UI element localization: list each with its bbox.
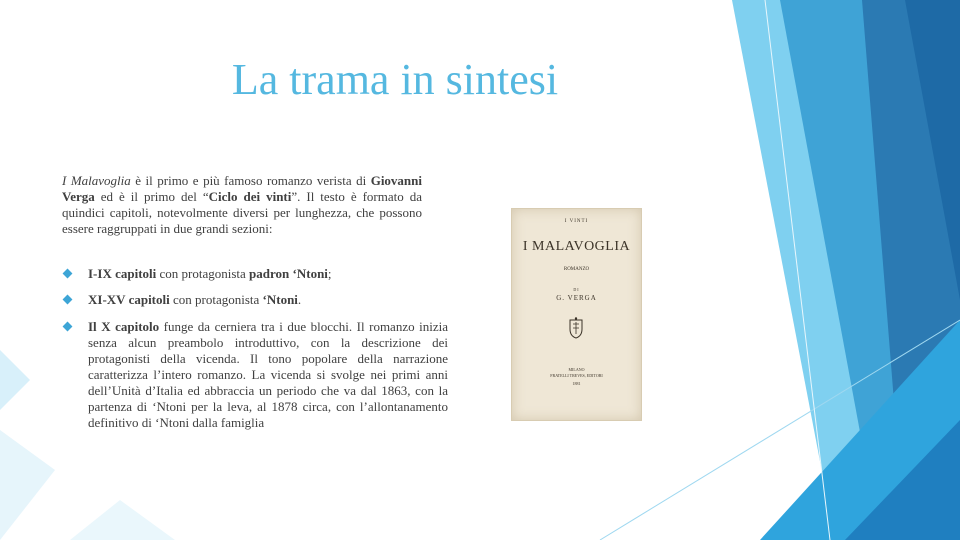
bullet-2-bold-1: XI-XV capitoli xyxy=(88,292,170,307)
diamond-bullet-icon xyxy=(63,295,73,305)
intro-text-3: ”. Il testo è formato da quindici capitoli, notevolmente diversi per lunghezza, che possono essere raggruppati in due grandi sezioni: xyxy=(62,189,422,236)
book-title: I MALAVOGLIA xyxy=(522,239,631,254)
bullet-1-bold-1: I-IX capitoli xyxy=(88,266,157,281)
bullet-2-text-1: con protagonista xyxy=(169,292,263,307)
bullet-1-bold-2: padron ‘Ntoni xyxy=(249,266,328,281)
crest-icon xyxy=(567,317,585,339)
author-name: Giovanni Verga xyxy=(62,173,422,204)
slide-title: La trama in sintesi xyxy=(231,55,559,104)
bullet-2-bold-2: ‘Ntoni xyxy=(262,292,298,307)
intro-text-2: ed è il primo del “ xyxy=(94,189,209,204)
bullet-1-text-2: ; xyxy=(327,266,332,281)
intro-text-1: è il primo e più famoso romanzo verista di xyxy=(130,173,371,188)
book-subtitle: ROMANZO xyxy=(563,267,590,272)
book-cover-image xyxy=(511,208,642,421)
book-by: DI xyxy=(573,287,580,292)
book-publisher: FRATELLI TREVES, EDITORI xyxy=(550,373,603,378)
bullet-3-text-1: funge da cerniera tra i due blocchi. Il romanzo inizia senza alcun preambolo introduttivo, con la descrizione dei protagonisti della vicenda. Il tono popolare della narrazione caratterizza l’intero romanzo. La vicenda si svolge nei primi anni dell’Unità d’Italia ed abbraccia un periodo che va dal 1863, con la partenza di ‘Ntoni per la leva, al 1878 circa, con l’allontanamento definitivo di ‘Ntoni dalla famiglia xyxy=(88,319,448,430)
bullet-1-text-1: con protagonista xyxy=(156,266,250,281)
bullet-3-bold-1: Il X capitolo xyxy=(88,319,160,334)
book-city: MILANO xyxy=(568,367,585,372)
slide-body xyxy=(62,173,448,430)
bullet-item-2 xyxy=(62,292,448,308)
diamond-bullet-icon xyxy=(63,322,73,332)
novel-title: I Malavoglia xyxy=(62,173,131,188)
bullet-item-1 xyxy=(62,266,448,282)
book-author xyxy=(512,287,641,302)
bullet-2-text-2: . xyxy=(297,292,302,307)
book-year: 1881 xyxy=(572,381,581,386)
bullet-item-3 xyxy=(62,319,448,431)
diamond-bullet-icon xyxy=(63,269,73,279)
book-series: I VINTI xyxy=(564,219,589,224)
intro-paragraph xyxy=(62,173,422,237)
book-author-name: G. VERGA xyxy=(556,294,597,302)
cycle-name: Ciclo dei vinti xyxy=(208,189,292,204)
